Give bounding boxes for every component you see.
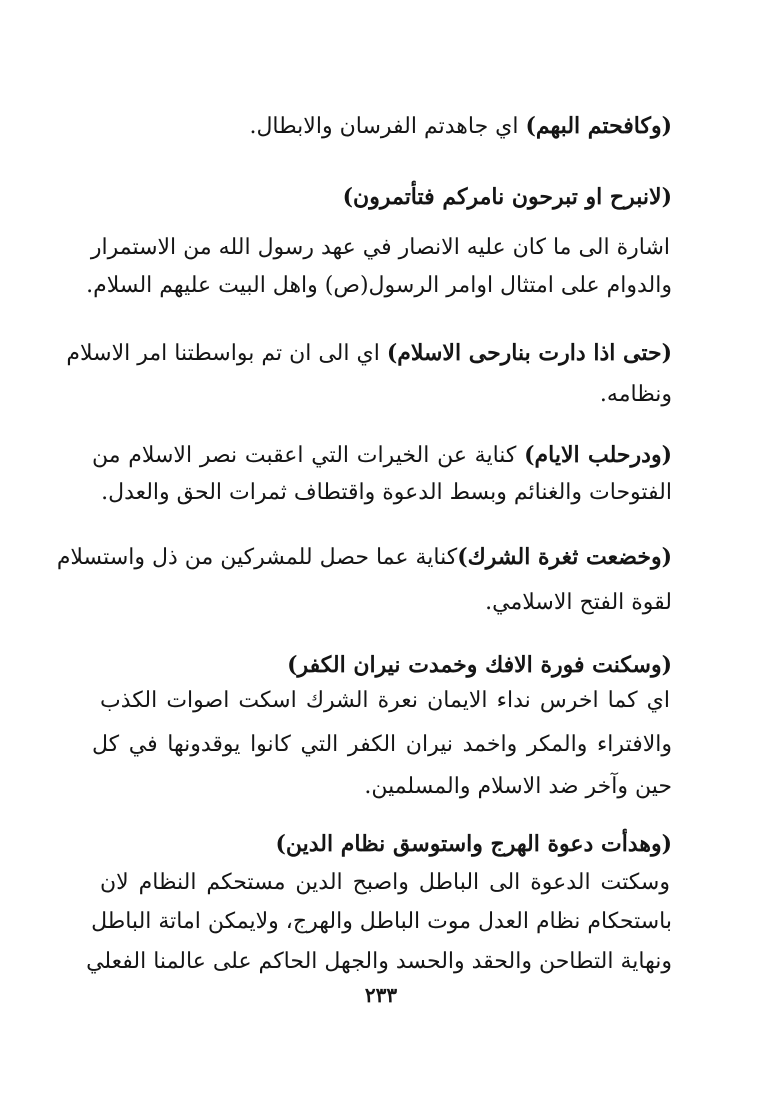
paragraph-line: الفتوحات والغنائم وبسط الدعوة واقتطاف ثمرات الحق والعدل.	[101, 480, 672, 505]
paragraph-line	[92, 109, 672, 144]
section-heading: (وهدأت دعوة الهرج واستوسق نظام الدين)	[275, 831, 672, 857]
paragraph-text: كناية عن الخيرات التي اعقبت نصر الاسلام من	[92, 443, 525, 468]
paragraph-line: والدوام على امتثال اوامر الرسول(ص) واهل البيت عليهم السلام.	[86, 273, 672, 298]
paragraph-heading: (وكافحتم البهم)	[525, 113, 672, 139]
paragraph-line	[66, 336, 672, 371]
paragraph-line: باستحكام نظام العدل موت الباطل والهرج، ولايمكن اماتة الباطل	[91, 909, 672, 934]
paragraph-line: وسكتت الدعوة الى الباطل واصبح الدين مستحكم النظام لان	[100, 870, 670, 895]
paragraph-heading: (حتى اذا دارت بنارحى الاسلام)	[386, 340, 672, 366]
page-number: ٢٣٣	[364, 983, 398, 1007]
paragraph-line	[56, 540, 672, 575]
paragraph-line: والافتراء والمكر واخمد نيران الكفر التي كانوا يوقدونها في كل	[92, 732, 672, 757]
paragraph-line: لقوة الفتح الاسلامي.	[485, 590, 672, 615]
paragraph-line: حين وآخر ضد الاسلام والمسلمين.	[364, 774, 672, 799]
paragraph-line: ونهاية التطاحن والحقد والحسد والجهل الحاكم على عالمنا الفعلي	[86, 949, 672, 974]
section-heading: (لانبرح او تبرحون نامركم فتأتمرون)	[342, 184, 672, 210]
paragraph-text: كناية عما حصل للمشركين من ذل واستسلام	[56, 545, 458, 570]
paragraph-line: ونظامه.	[599, 382, 672, 407]
paragraph-text: اي الى ان تم بواسطتنا امر الاسلام	[66, 341, 387, 366]
section-heading: (وسكنت فورة الافك وخمدت نيران الكفر)	[287, 652, 672, 678]
paragraph-heading: (وخضعت ثغرة الشرك)	[457, 544, 672, 570]
paragraph-line: اشارة الى ما كان عليه الانصار في عهد رسول الله من الاستمرار	[90, 235, 670, 260]
paragraph-line: اي كما اخرس نداء الايمان نعرة الشرك اسكت اصوات الكذب	[100, 688, 670, 713]
paragraph-heading: (ودرحلب الايام)	[524, 442, 672, 468]
paragraph-line	[92, 438, 672, 473]
paragraph-text: اي جاهدتم الفرسان والابطال.	[249, 114, 526, 139]
